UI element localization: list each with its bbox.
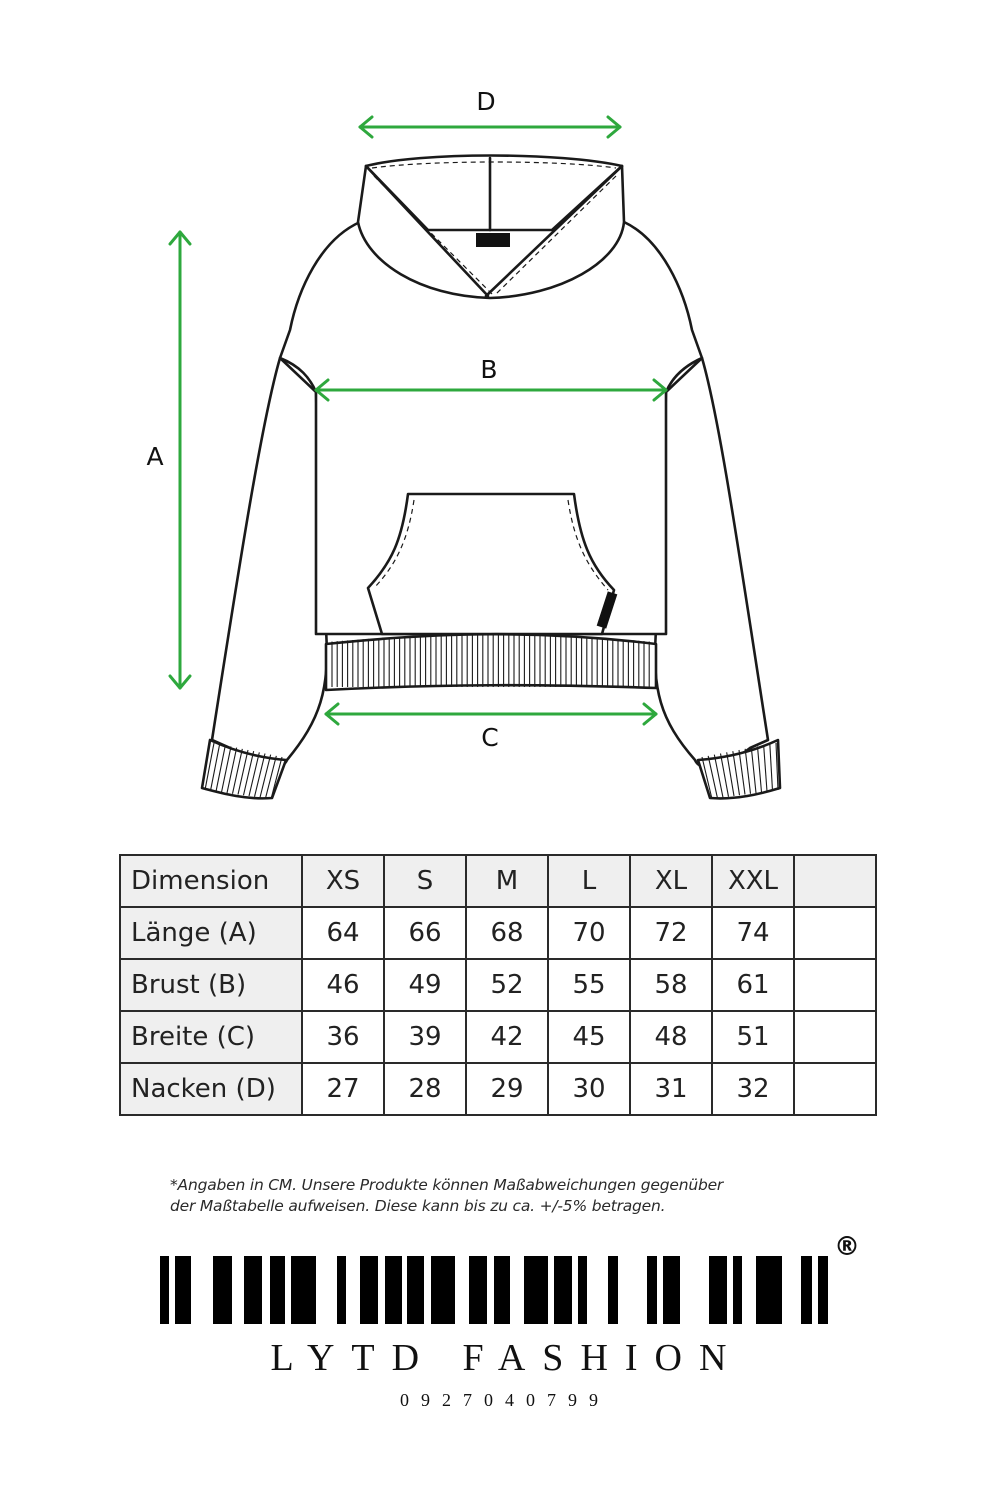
cell: 48	[630, 1011, 712, 1063]
cell: 39	[384, 1011, 466, 1063]
barcode-bar	[756, 1256, 782, 1324]
barcode-bar	[385, 1256, 402, 1324]
barcode-bar	[663, 1256, 680, 1324]
cell: 55	[548, 959, 630, 1011]
cell: 58	[630, 959, 712, 1011]
cell: 70	[548, 907, 630, 959]
cell: 30	[548, 1063, 630, 1115]
cell: 64	[302, 907, 384, 959]
kangaroo-pocket	[368, 494, 614, 634]
label-a: A	[146, 442, 164, 471]
brand-code: 0927040799	[400, 1390, 610, 1410]
right-sleeve	[655, 358, 768, 767]
header-size: XXL	[712, 855, 794, 907]
cell: 29	[466, 1063, 548, 1115]
cell: 52	[466, 959, 548, 1011]
header-empty	[794, 855, 876, 907]
barcode-bar	[578, 1256, 587, 1324]
hood-tag	[476, 233, 510, 247]
header-size: L	[548, 855, 630, 907]
label-b: B	[480, 355, 498, 384]
waistband	[326, 634, 656, 690]
cell: 74	[712, 907, 794, 959]
row-label: Breite (C)	[120, 1011, 302, 1063]
note-line-2: der Maßtabelle aufweisen. Diese kann bis zu ca. +/-5% betragen.	[170, 1197, 666, 1215]
cell: 32	[712, 1063, 794, 1115]
header-size: XS	[302, 855, 384, 907]
note-line-1: *Angaben in CM. Unsere Produkte können Maßabweichungen gegenüber	[170, 1176, 724, 1194]
barcode-bar	[175, 1256, 191, 1324]
arrow-d	[360, 117, 620, 137]
barcode-bar	[801, 1256, 812, 1324]
barcode-bar	[494, 1256, 510, 1324]
cell	[794, 1063, 876, 1115]
table-row	[120, 959, 876, 1011]
barcode-bar	[733, 1256, 742, 1324]
cell: 42	[466, 1011, 548, 1063]
brand-name: LYTD FASHION	[270, 1337, 744, 1379]
barcode-bar	[709, 1256, 727, 1324]
barcode-bar	[291, 1256, 316, 1324]
size-table	[119, 854, 877, 1116]
cell: 31	[630, 1063, 712, 1115]
header-size: M	[466, 855, 548, 907]
cell: 61	[712, 959, 794, 1011]
barcode-bar	[407, 1256, 424, 1324]
cell: 66	[384, 907, 466, 959]
cell	[794, 959, 876, 1011]
measurement-note	[170, 1175, 850, 1217]
table-row	[120, 1011, 876, 1063]
row-label: Brust (B)	[120, 959, 302, 1011]
cell	[794, 1011, 876, 1063]
barcode-bar	[524, 1256, 548, 1324]
barcode-bar	[244, 1256, 262, 1324]
cell: 46	[302, 959, 384, 1011]
barcode-bar	[647, 1256, 657, 1324]
barcode-bar	[431, 1256, 455, 1324]
row-label: Nacken (D)	[120, 1063, 302, 1115]
table-row	[120, 907, 876, 959]
arrow-c	[326, 704, 656, 724]
barcode-bar	[270, 1256, 285, 1324]
barcode-bar	[160, 1256, 169, 1324]
label-c: C	[481, 723, 499, 752]
barcode-bar	[469, 1256, 487, 1324]
label-d: D	[476, 87, 496, 116]
cell: 49	[384, 959, 466, 1011]
cell: 51	[712, 1011, 794, 1063]
cell: 45	[548, 1011, 630, 1063]
arrow-a	[170, 232, 190, 688]
cell: 68	[466, 907, 548, 959]
cell: 27	[302, 1063, 384, 1115]
barcode-bar	[818, 1256, 828, 1324]
header-size: XL	[630, 855, 712, 907]
barcode-bar	[608, 1256, 618, 1324]
barcode-bar	[213, 1256, 232, 1324]
barcode-bar	[554, 1256, 572, 1324]
barcode-bar	[360, 1256, 378, 1324]
left-sleeve	[212, 358, 327, 767]
barcode-bar	[337, 1256, 346, 1324]
cell	[794, 907, 876, 959]
registered-mark: ®	[834, 1232, 860, 1262]
cell: 72	[630, 907, 712, 959]
cell: 36	[302, 1011, 384, 1063]
cell: 28	[384, 1063, 466, 1115]
table-header-row	[120, 855, 876, 907]
header-dimension: Dimension	[120, 855, 302, 907]
table-row	[120, 1063, 876, 1115]
row-label: Länge (A)	[120, 907, 302, 959]
header-size: S	[384, 855, 466, 907]
